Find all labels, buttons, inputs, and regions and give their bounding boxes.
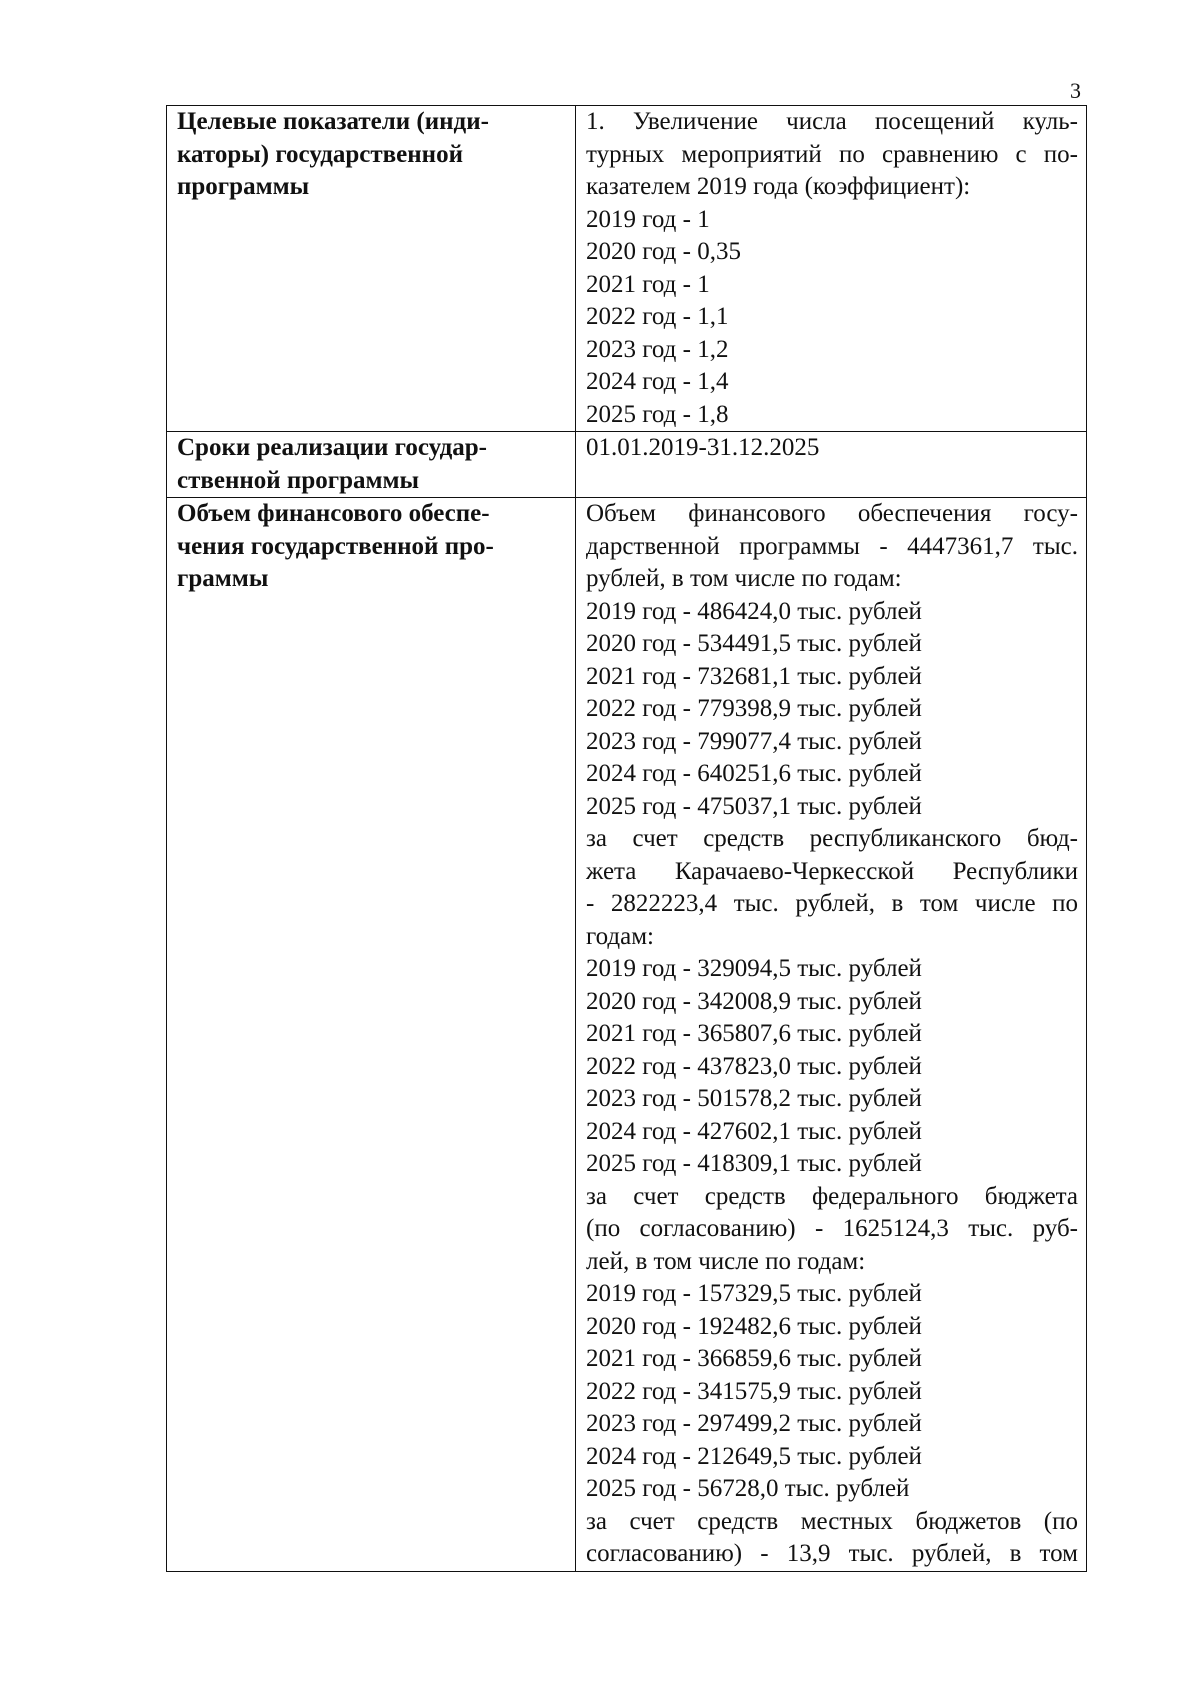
- row-value-line: 2025 год - 1,8: [586, 400, 729, 428]
- row-value-line: 2023 год - 1,2: [586, 335, 729, 363]
- row-value-line: 2022 год - 779398,9 тыс. рублей: [586, 695, 922, 722]
- passport-table-body: [167, 106, 1087, 1572]
- row-value-line: 2020 год - 0,35: [586, 238, 741, 265]
- row-value-line: 2024 год - 640251,6 тыс. рублей: [586, 760, 922, 787]
- row-value-line: Объем финансового обеспечения госу-: [586, 500, 1078, 527]
- row-value-line: 1. Увеличение числа посещений куль-: [586, 108, 1078, 135]
- program-passport-table: [166, 105, 1087, 1572]
- row-financing-volume: [167, 498, 1087, 1572]
- row-value-line: 2024 год - 427602,1 тыс. рублей: [586, 1117, 922, 1145]
- row-target-indicators: [167, 106, 1087, 432]
- row-label-line: Объем финансового обеспе-: [177, 500, 490, 527]
- row-value-cell: [576, 106, 1087, 432]
- row-value-line: 2019 год - 157329,5 тыс. рублей: [586, 1280, 922, 1307]
- row-value-line: 2023 год - 501578,2 тыс. рублей: [586, 1085, 922, 1112]
- row-value-line: лей, в том числе по годам:: [586, 1247, 866, 1275]
- row-value-line: дарственной программы - 4447361,7 тыс.: [586, 532, 1078, 560]
- row-value-line: 2024 год - 1,4: [586, 368, 729, 395]
- row-label-line: ственной программы: [177, 466, 420, 494]
- row-label-cell: [167, 432, 576, 498]
- row-value-line: 2019 год - 1: [586, 205, 710, 233]
- row-value-line: рублей, в том числе по годам:: [586, 565, 902, 592]
- row-value-line: (по согласованию) - 1625124,3 тыс. руб-: [586, 1215, 1078, 1242]
- row-label-cell: [167, 106, 576, 432]
- row-value-line: 2022 год - 437823,0 тыс. рублей: [586, 1052, 922, 1080]
- row-value-line: турных мероприятий по сравнению с по-: [586, 140, 1078, 168]
- row-value-line: 2024 год - 212649,5 тыс. рублей: [586, 1442, 922, 1470]
- row-value-line: 2023 год - 799077,4 тыс. рублей: [586, 727, 922, 755]
- row-value-line: 2022 год - 341575,9 тыс. рублей: [586, 1377, 922, 1405]
- row-value-line: годам:: [586, 922, 654, 950]
- row-value-cell: [576, 432, 1087, 498]
- row-value-line: за счет средств республиканского бюд-: [586, 825, 1078, 852]
- row-value-line: за счет средств местных бюджетов (по: [586, 1507, 1078, 1535]
- row-value-line: 2025 год - 56728,0 тыс. рублей: [586, 1475, 910, 1502]
- row-value-line: 2020 год - 192482,6 тыс. рублей: [586, 1312, 922, 1340]
- row-value-line: за счет средств федерального бюджета: [586, 1182, 1078, 1210]
- row-label-line: каторы) государственной: [177, 140, 463, 168]
- row-value-cell: [576, 498, 1087, 1572]
- row-label-line: программы: [177, 173, 310, 200]
- row-value-line: 2023 год - 297499,2 тыс. рублей: [586, 1410, 922, 1437]
- row-label-line: граммы: [177, 565, 269, 592]
- row-value-line: 2021 год - 732681,1 тыс. рублей: [586, 662, 922, 690]
- row-value-line: 2021 год - 366859,6 тыс. рублей: [586, 1345, 922, 1372]
- row-label-line: Целевые показатели (инди-: [177, 108, 489, 135]
- row-value-line: 2025 год - 475037,1 тыс. рублей: [586, 792, 922, 820]
- row-implementation-period: [167, 432, 1087, 498]
- row-label-cell: [167, 498, 576, 1572]
- row-value-line: - 2822223,4 тыс. рублей, в том числе по: [586, 890, 1078, 917]
- row-value-line: казателем 2019 года (коэффициент):: [586, 173, 971, 200]
- row-value-line: 01.01.2019-31.12.2025: [586, 434, 820, 461]
- row-value-line: жета Карачаево-Черкесской Республики: [586, 857, 1078, 885]
- row-value-line: согласованию) - 13,9 тыс. рублей, в том: [586, 1540, 1078, 1567]
- row-value-line: 2021 год - 1: [586, 270, 710, 298]
- row-label-line: Сроки реализации государ-: [177, 434, 487, 461]
- row-value-line: 2022 год - 1,1: [586, 303, 729, 330]
- page-number: 3: [1070, 78, 1081, 103]
- row-value-line: 2019 год - 329094,5 тыс. рублей: [586, 955, 922, 982]
- row-value-line: 2021 год - 365807,6 тыс. рублей: [586, 1020, 922, 1047]
- row-value-line: 2020 год - 534491,5 тыс. рублей: [586, 630, 922, 657]
- row-value-line: 2019 год - 486424,0 тыс. рублей: [586, 597, 922, 625]
- row-value-line: 2025 год - 418309,1 тыс. рублей: [586, 1150, 922, 1177]
- row-label-line: чения государственной про-: [177, 532, 494, 560]
- row-value-line: 2020 год - 342008,9 тыс. рублей: [586, 987, 922, 1015]
